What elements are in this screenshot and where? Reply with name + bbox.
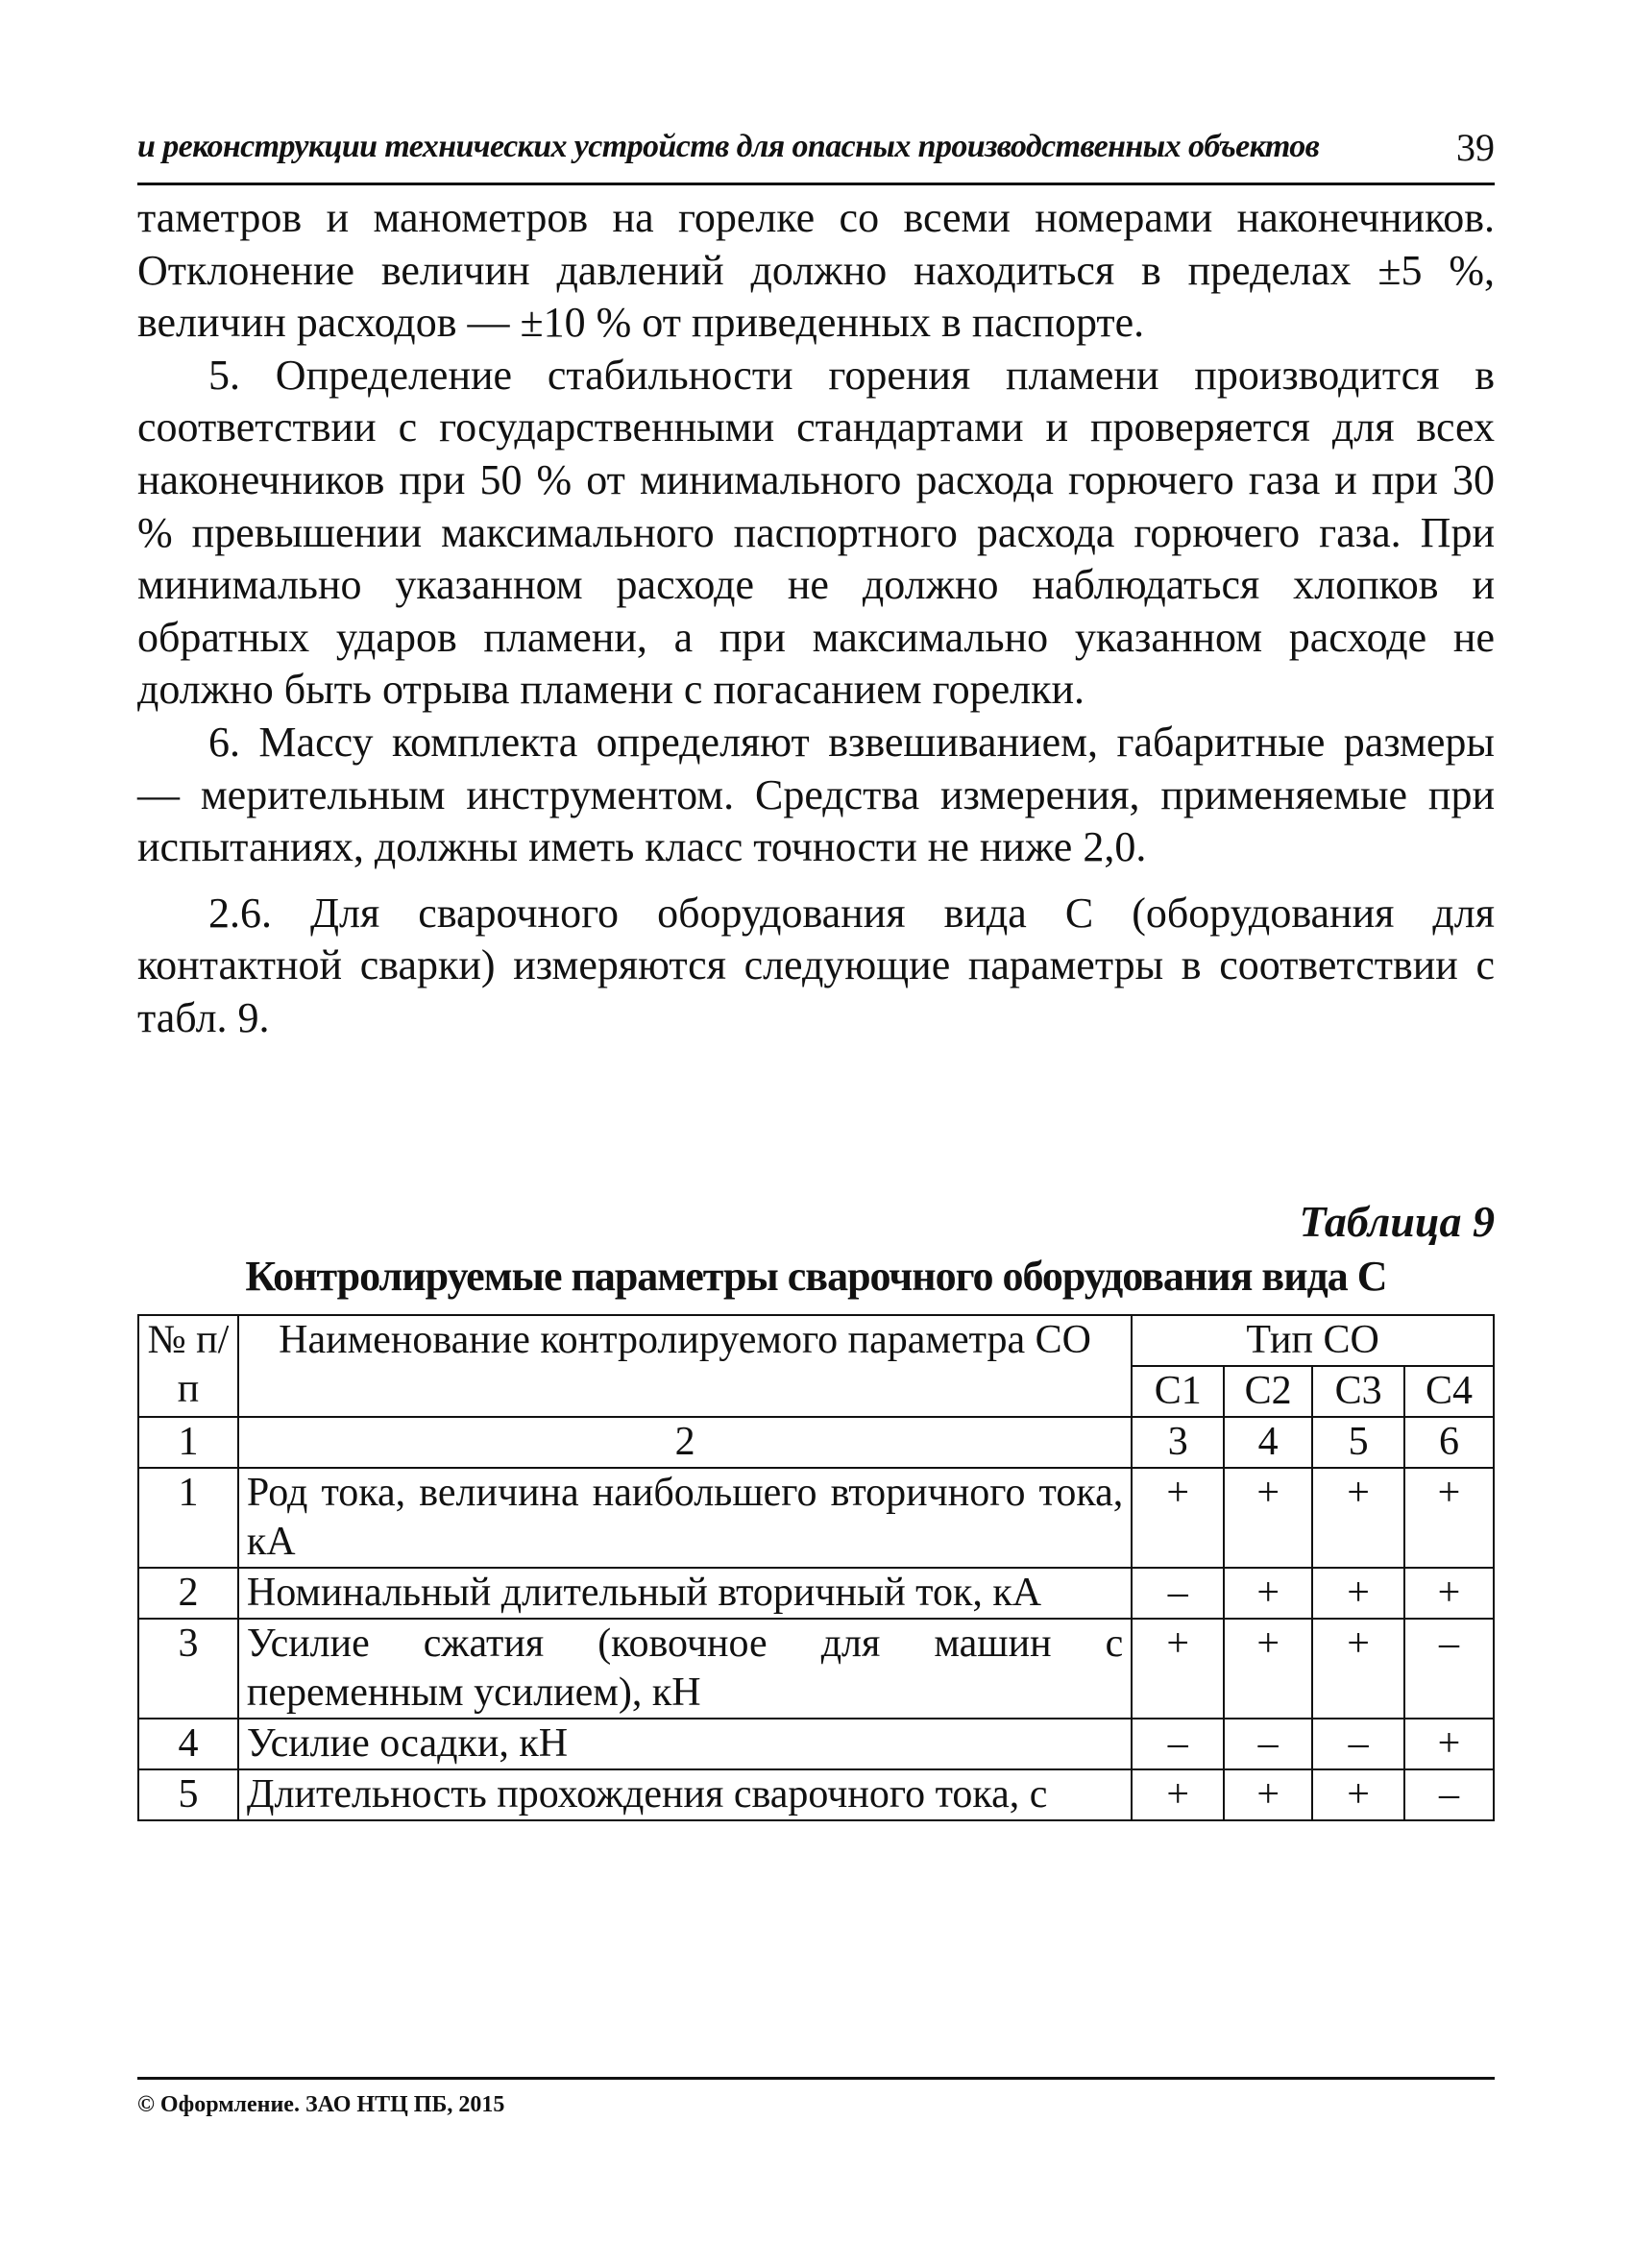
column-number: 4 [1224, 1417, 1312, 1468]
row-mark: + [1224, 1568, 1312, 1619]
table-row [138, 1568, 1494, 1619]
paragraph: таметров и манометров на горелке со всеми номерами наконечников. Отклонение величин давлений должно находиться в пределах ±5 %, величин расходов — ±10 % от приведенных в паспорте. [137, 194, 1495, 347]
row-mark: + [1312, 1769, 1404, 1820]
column-number: 3 [1132, 1417, 1224, 1468]
column-number: 5 [1312, 1417, 1404, 1468]
table-caption: Таблица 9 [1299, 1197, 1495, 1246]
parameters-table [137, 1314, 1495, 1821]
header-parameter: Наименование контролируемого параметра СО [238, 1315, 1132, 1417]
row-mark: + [1132, 1619, 1224, 1719]
row-number: 1 [138, 1468, 238, 1568]
row-mark: + [1224, 1619, 1312, 1719]
row-mark: + [1224, 1468, 1312, 1568]
row-mark: – [1132, 1719, 1224, 1769]
row-parameter: Длительность прохождения сварочного тока, с [238, 1769, 1132, 1820]
column-number: 6 [1404, 1417, 1494, 1468]
running-header [137, 125, 1495, 185]
row-mark: – [1404, 1619, 1494, 1719]
header-title: и реконструкции технических устройств для опасных производственных объектов [137, 129, 1320, 164]
row-mark: + [1132, 1468, 1224, 1568]
row-parameter: Род тока, величина наибольшего вторичного тока, кА [238, 1468, 1132, 1568]
row-mark: + [1224, 1769, 1312, 1820]
header-num: № п/п [138, 1315, 238, 1417]
row-mark: – [1404, 1769, 1494, 1820]
column-number: 2 [238, 1417, 1132, 1468]
row-mark: – [1224, 1719, 1312, 1769]
header-type-c4: С4 [1404, 1366, 1494, 1417]
table-title: Контролируемые параметры сварочного оборудования вида С [245, 1253, 1387, 1300]
row-number: 2 [138, 1568, 238, 1619]
paragraph: 5. Определение стабильности горения пламени производится в соответствии с государственными стандартами и проверяется для всех наконечников при 50 % от минимального расхода горючего газа и при 30 % превышении максимального паспортного расхода горючего газа. При минимально указанном расходе не должно наблюдаться хлопков и обратных ударов пламени, а при максимально указанном расходе не должно быть отрыва пламени с погасанием горелки. [137, 351, 1495, 714]
row-mark: + [1404, 1568, 1494, 1619]
header-type-c2: С2 [1224, 1366, 1312, 1417]
copyright-footer: © Оформление. ЗАО НТЦ ПБ, 2015 [137, 2092, 505, 2117]
row-number: 3 [138, 1619, 238, 1719]
row-mark: + [1312, 1619, 1404, 1719]
row-parameter: Усилие осадки, кН [238, 1719, 1132, 1769]
row-mark: – [1312, 1719, 1404, 1769]
column-number: 1 [138, 1417, 238, 1468]
header-type-c3: С3 [1312, 1366, 1404, 1417]
table-row [138, 1769, 1494, 1820]
row-mark: + [1404, 1468, 1494, 1568]
row-number: 4 [138, 1719, 238, 1769]
row-mark: + [1404, 1719, 1494, 1769]
row-mark: + [1312, 1568, 1404, 1619]
row-mark: + [1132, 1769, 1224, 1820]
body-text [137, 192, 1495, 1045]
table-row [138, 1468, 1494, 1568]
paragraph: 2.6. Для сварочного оборудования вида С (оборудования для контактной сварки) измеряются следующие параметры в соответствии с табл. 9. [137, 889, 1495, 1041]
row-parameter: Номинальный длительный вторичный ток, кА [238, 1568, 1132, 1619]
row-mark: + [1312, 1468, 1404, 1568]
table-row [138, 1719, 1494, 1769]
page-number: 39 [1456, 126, 1495, 169]
row-parameter: Усилие сжатия (ковочное для машин с переменным усилием), кН [238, 1619, 1132, 1719]
table-row [138, 1619, 1494, 1719]
table-header-row [138, 1315, 1494, 1366]
paragraph: 6. Массу комплекта определяют взвешиванием, габаритные размеры — мерительным инструментом. Средства измерения, применяемые при испытаниях, должны иметь класс точности не ниже 2,0. [137, 718, 1495, 871]
row-number: 5 [138, 1769, 238, 1820]
header-type: Тип СО [1132, 1315, 1494, 1366]
header-type-c1: С1 [1132, 1366, 1224, 1417]
column-number-row [138, 1417, 1494, 1468]
footer-divider [137, 2077, 1495, 2080]
row-mark: – [1132, 1568, 1224, 1619]
